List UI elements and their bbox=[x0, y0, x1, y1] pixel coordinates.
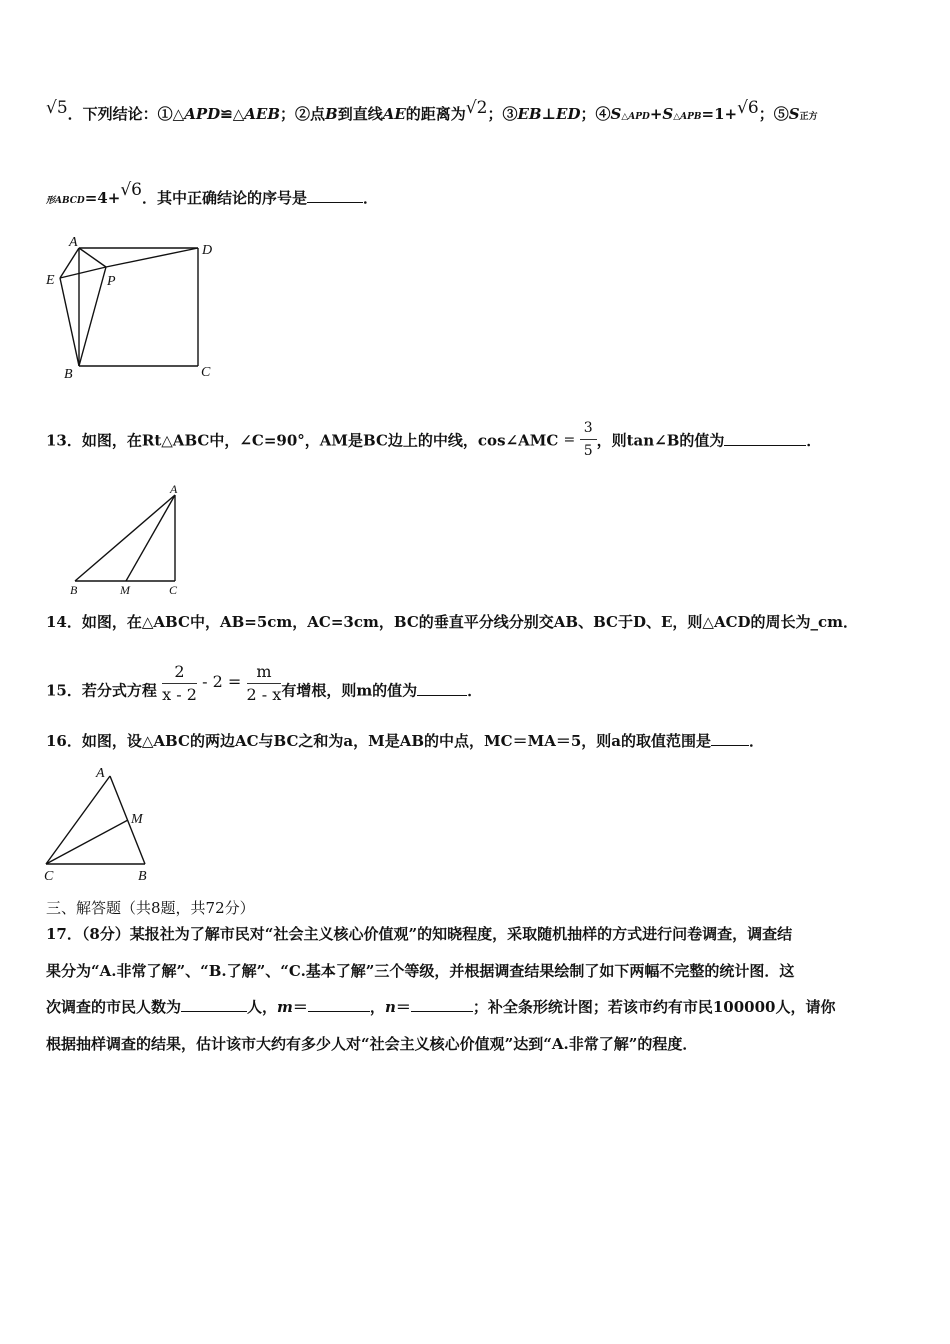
q17-line4: 根据抽样调查的结果，估计该市大约有多少人对“社会主义核心价值观”达到“A.非常了解”的程度． bbox=[46, 1035, 698, 1053]
fraction-m-over-2-minus-x: $\frac{m}{2 - x}$ bbox=[246, 662, 282, 704]
q12-figure-lines bbox=[60, 248, 198, 366]
sqrt6-expression: √6 bbox=[737, 98, 759, 118]
q12-label-B: B bbox=[64, 367, 73, 382]
q12-line2: 形ABCD=4+√6．其中正确结论的序号是 ． bbox=[46, 180, 378, 207]
q16-line: 16．如图，设△ABC的两边AC与BC之和为a，M是AB的中点，MC＝MA＝5，则a的取值范围是 ． bbox=[46, 732, 765, 750]
q17-line2: 果分为“A.非常了解”、“B.了解”、“C.基本了解”三个等级，并根据调查结果绘制了如下两幅不完整的统计图．这 bbox=[46, 962, 795, 980]
sqrt6-expression-2: √6 bbox=[120, 180, 142, 200]
q12-label-P: P bbox=[107, 274, 116, 289]
q13-figure-lines bbox=[75, 495, 175, 581]
q16-label-A: A bbox=[96, 766, 105, 781]
q13-label-C: C bbox=[169, 583, 178, 597]
sqrt5-expression: √5 bbox=[46, 98, 68, 118]
fraction-2-over-x-minus-2: $\frac{2}{x - 2}$ bbox=[162, 662, 197, 704]
q13-label-B: B bbox=[70, 583, 78, 597]
q17-line3: 次调查的市民人数为 人，m＝ ，n＝ ；补全条形统计图；若该市约有市民100000人，请你 bbox=[46, 998, 836, 1016]
answer-blank[interactable] bbox=[307, 201, 363, 203]
q17-line1: 17．（8分）某报社为了解市民对“社会主义核心价值观”的知晓程度，采取随机抽样的方式进行问卷调查，调查结 bbox=[46, 925, 793, 943]
q13-label-A: A bbox=[170, 482, 178, 496]
q12-line1: √5．下列结论：①△APD≌△AEB；②点B到直线AE的距离为√2；③EB⊥ED；④S△APD+S△APB=1+√6；⑤S正方 bbox=[46, 98, 818, 123]
q15-line: 15．若分式方程 $\frac{2}{x - 2}$ - 2 = $\frac{m}{2 - x}$ 有增根，则m的值为 ． bbox=[46, 662, 483, 704]
q16-label-C: C bbox=[44, 869, 54, 884]
q13-line: 13．如图，在Rt△ABC中，∠C=90°，AM是BC边上的中线，cos∠AMC = $\frac{3}{5}$ ，则tan∠B的值为 ． bbox=[46, 420, 822, 459]
cos-fraction: = $\frac{3}{5}$ bbox=[564, 418, 597, 461]
answer-blank-16[interactable] bbox=[711, 744, 749, 746]
q12-label-A: A bbox=[69, 235, 78, 250]
answer-blank-m[interactable] bbox=[308, 1010, 370, 1012]
section-3-title: 三、解答题（共8题，共72分） bbox=[46, 899, 255, 917]
q14-line: 14．如图，在△ABC中，AB=5cm，AC=3cm，BC的垂直平分线分别交AB、BC于D、E，则△ACD的周长为_cm． bbox=[46, 613, 859, 631]
q16-figure-lines bbox=[46, 776, 145, 864]
q16-label-M: M bbox=[131, 812, 143, 827]
q13-label-M: M bbox=[120, 583, 130, 597]
sqrt2-expression: √2 bbox=[465, 98, 488, 118]
answer-blank-13[interactable] bbox=[724, 444, 806, 446]
q12-label-D: D bbox=[202, 243, 213, 258]
q12-label-C: C bbox=[201, 365, 211, 380]
answer-blank-n[interactable] bbox=[411, 1010, 473, 1012]
answer-blank-people[interactable] bbox=[181, 1010, 247, 1012]
q16-label-B: B bbox=[138, 869, 147, 884]
answer-blank-15[interactable] bbox=[417, 694, 467, 696]
q12-label-E: E bbox=[46, 273, 55, 288]
